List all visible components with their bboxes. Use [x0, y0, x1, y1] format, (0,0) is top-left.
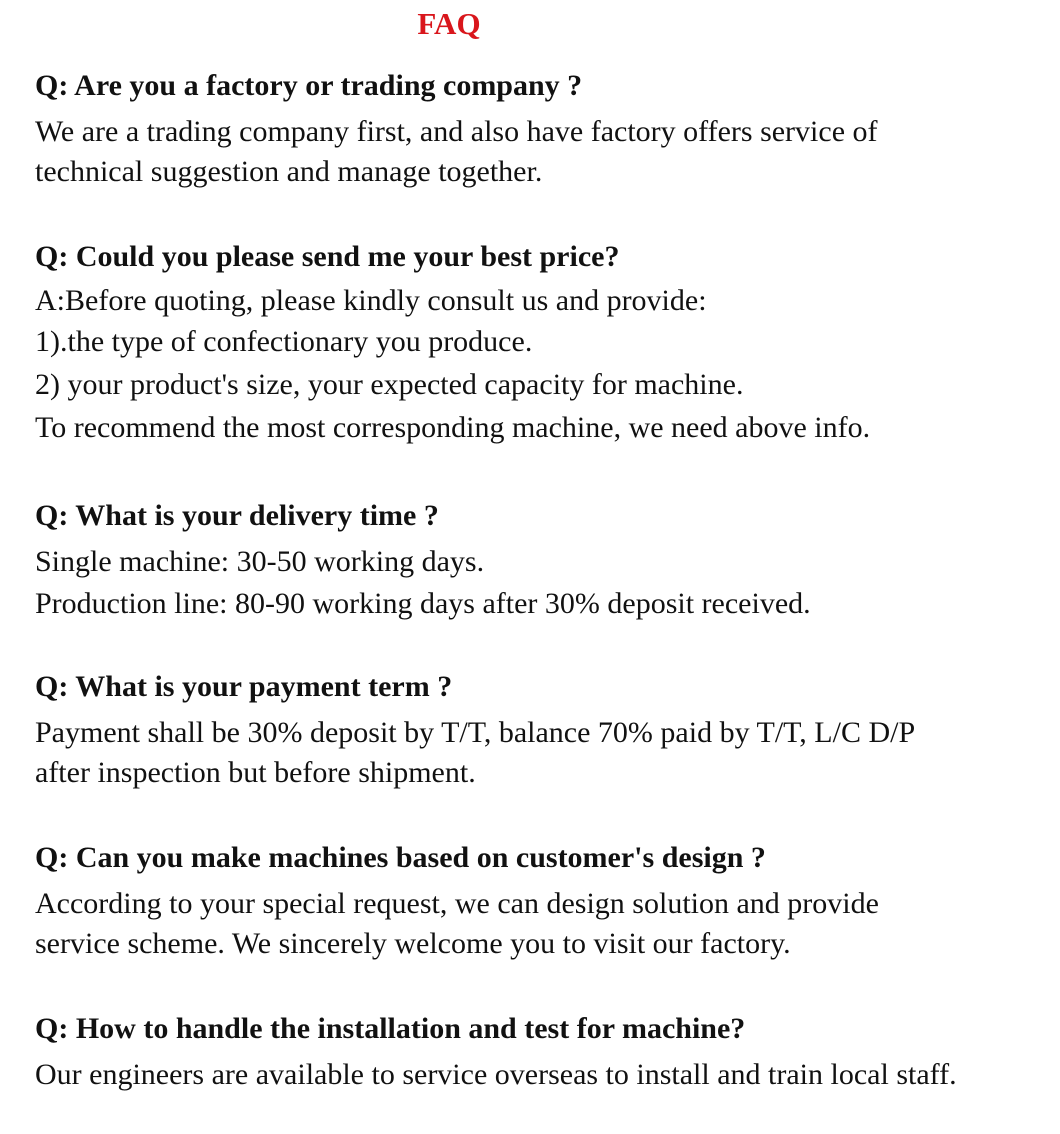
page-title: FAQ [417, 6, 481, 41]
faq-answer-line: Payment shall be 30% deposit by T/T, balance 70% paid by T/T, L/C D/P [35, 716, 916, 749]
faq-item-payment-term [35, 667, 1057, 793]
faq-question: Q: What is your payment term ? [35, 670, 453, 703]
faq-answer-line: technical suggestion and manage together. [35, 155, 543, 188]
faq-item-factory-or-trading [35, 66, 1057, 192]
faq-answer-line: Our engineers are available to service overseas to install and train local staff. [35, 1058, 957, 1091]
faq-answer-line: after inspection but before shipment. [35, 756, 476, 789]
faq-question: Q: What is your delivery time ? [35, 499, 439, 532]
faq-answer-line: Single machine: 30-50 working days. [35, 545, 485, 578]
faq-item-delivery-time [35, 496, 1057, 624]
faq-answer-line: Production line: 80-90 working days after 30% deposit received. [35, 587, 811, 620]
faq-question: Q: How to handle the installation and test for machine? [35, 1012, 746, 1045]
faq-question: Q: Can you make machines based on customer's design ? [35, 841, 766, 874]
faq-answer-line: service scheme. We sincerely welcome you to visit our factory. [35, 927, 791, 960]
faq-item-customer-design [35, 838, 1057, 964]
faq-answer-line: To recommend the most corresponding machine, we need above info. [35, 411, 871, 444]
faq-item-best-price [35, 237, 1057, 448]
faq-question: Q: Could you please send me your best price? [35, 240, 620, 273]
faq-answer-line: 1).the type of confectionary you produce. [35, 325, 533, 358]
faq-answer-line: We are a trading company first, and also have factory offers service of [35, 115, 878, 148]
faq-question: Q: Are you a factory or trading company ? [35, 69, 583, 102]
faq-answer-line: According to your special request, we can design solution and provide [35, 887, 879, 920]
faq-item-installation-test [35, 1009, 1057, 1095]
faq-answer-line: 2) your product's size, your expected capacity for machine. [35, 368, 744, 401]
faq-answer-line: A:Before quoting, please kindly consult us and provide: [35, 284, 707, 317]
